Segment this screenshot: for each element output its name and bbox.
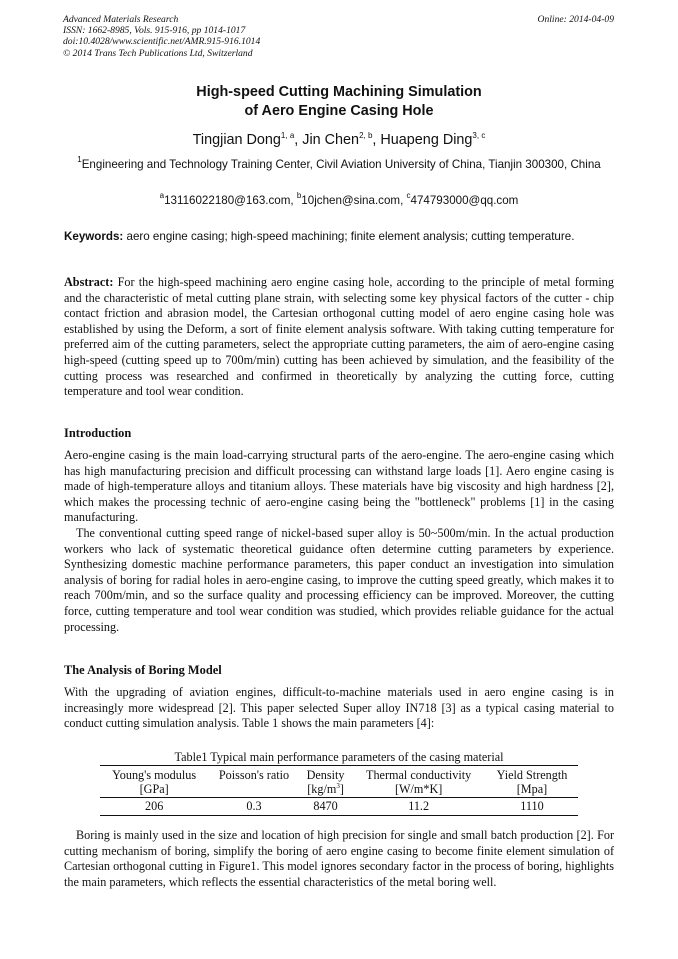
abstract [64, 275, 614, 400]
table-unit-cell [300, 782, 352, 798]
issn-line: ISSN: 1662-8985, Vols. 915-916, pp 1014-1017 [63, 25, 246, 37]
table-cell: 8470 [300, 798, 352, 816]
journal-name: Advanced Materials Research [63, 14, 179, 25]
title-line-2: of Aero Engine Casing Hole [244, 103, 434, 119]
density-unit-base: [kg/m [307, 782, 337, 796]
table-caption: Table1 Typical main performance parameters of the casing material [174, 750, 504, 764]
affiliation [60, 157, 618, 173]
density-unit-close: ] [339, 782, 344, 796]
author-affil-marker: 1, a [280, 131, 295, 140]
affiliation-marker: 1 [77, 155, 82, 164]
table-unit-cell: [Mpa] [486, 782, 578, 798]
paragraph: With the upgrading of aviation engines, difficult-to-machine materials used in aero engine casing is in increasingly more widespread [2]. This paper selected Super alloy IN718 [3] as a typical casing material to conduct cutting simulation analysis. Table 1 shows the main parameters [4]: [64, 685, 614, 731]
table-unit-cell: [GPa] [100, 782, 208, 798]
material-parameters-table [100, 750, 578, 816]
paragraph: Aero-engine casing is the main load-carrying structural parts of the aero-engine. The aero-engine casing which has high manufacturing precision and difficult processing can withstand large loads [1]. Aero engine casing is made of high-temperature alloys and titanium alloys. These materials have big viscosity and high hardness [2], which makes the processing technic of aero-engine casing being the "bottleneck" problems [1] in the casing manufacturing. [64, 448, 614, 525]
analysis-body [64, 828, 614, 890]
table-cell: 206 [100, 798, 208, 816]
author-affil-marker: 2, b [359, 131, 373, 140]
table-cell: 1110 [486, 798, 578, 816]
abstract-label: Abstract: [64, 275, 114, 289]
email-marker: c [406, 191, 411, 200]
keywords-label: Keywords: [64, 230, 124, 243]
journal-header [63, 14, 614, 59]
table-header-cell: Young's modulus [100, 766, 208, 783]
email-address[interactable]: 10jchen@sina.com, [301, 194, 407, 207]
author-name: Jin Chen [302, 132, 360, 148]
author-separator: , [372, 132, 381, 148]
section-heading-analysis: The Analysis of Boring Model [64, 663, 222, 677]
analysis-intro [64, 685, 614, 732]
email-address[interactable]: 13116022180@163.com, [164, 194, 297, 207]
table-header-cell: Density [300, 766, 352, 783]
abstract-text: For the high-speed machining aero engine casing hole, according to the principle of metal forming and the characteristic of metal cutting plane strain, with selecting some key physical factors of the cutter - chip contact friction and abrasion model, the Cartesian orthogonal cutting model of aero engine casing hole was established by using the Deform, a sort of finite element analysis software. With taking cutting temperature for preferred aim of the cutting parameters, select the appropriate cutting parameters, the aim of aero-engine casing high-speed (cutting speed up to 700m/min) cutting has been achieved by simulation, and the feasibility of the cutting process was researched and confirmed in theoretically by analyzing the cutting force, cutting temperature and tool wear condition. [64, 275, 614, 399]
paper-title [40, 83, 638, 121]
table-header-cell: Poisson's ratio [208, 766, 299, 783]
section-heading-introduction: Introduction [64, 426, 132, 440]
paragraph: The conventional cutting speed range of nickel-based super alloy is 50~500m/min. In the actual production workers who lack of systematic theoretical guidance often determine cutting parameters by experience. Synthesizing domestic machine performance parameters, this paper conduct an investigation into simulation analysis of boring for radial holes in aero-engine casing, to improve the cutting speed greatly, which makes it to reach 700m/min, and so the surface quality and processing efficiency can be improved. Moreover, the cutting force, cutting temperature and tool wear condition was studied, which provides reliable guidance for the actual processing. [64, 525, 614, 634]
table-header-cell: Thermal conductivity [351, 766, 486, 783]
table-cell: 0.3 [208, 798, 299, 816]
email-marker: a [159, 191, 165, 200]
table-unit-cell [208, 782, 299, 798]
title-line-1: High-speed Cutting Machining Simulation [196, 84, 482, 100]
online-date: Online: 2014-04-09 [537, 14, 614, 25]
table-unit-cell: [W/m*K] [351, 782, 486, 798]
keywords [64, 230, 614, 245]
parameters-table [100, 765, 578, 816]
introduction-body [64, 448, 614, 635]
affiliation-text: Engineering and Technology Training Center, Civil Aviation University of China, Tianjin 300300, China [81, 158, 601, 171]
copyright-line: © 2014 Trans Tech Publications Ltd, Switzerland [63, 47, 253, 59]
paragraph: Boring is mainly used in the size and location of high precision for single and small batch production [2]. For cutting mechanism of boring, simplify the boring of aero engine casing to become finite element simulation of Cartesian orthogonal cutting in Figure1. This model ignores secondary factor in the process of boring, highlights the main parameters, which reflects the essential characteristics of the metal boring well. [64, 828, 614, 889]
author-list [40, 131, 638, 149]
email-address[interactable]: 474793000@qq.com [410, 194, 519, 207]
table-header-cell: Yield Strength [486, 766, 578, 783]
author-separator: , [294, 132, 303, 148]
doi-line[interactable]: doi:10.4028/www.scientific.net/AMR.915-916.1014 [63, 36, 261, 48]
author-affil-marker: 3, c [472, 131, 486, 140]
table-row [100, 798, 578, 816]
density-unit-exponent: 3 [336, 782, 340, 790]
keywords-text: aero engine casing; high-speed machining; finite element analysis; cutting temperature. [123, 230, 575, 243]
author-name: Tingjian Dong [192, 132, 281, 148]
email-marker: b [296, 191, 302, 200]
author-emails [40, 191, 638, 208]
author-name: Huapeng Ding [380, 132, 473, 148]
table-cell: 11.2 [351, 798, 486, 816]
